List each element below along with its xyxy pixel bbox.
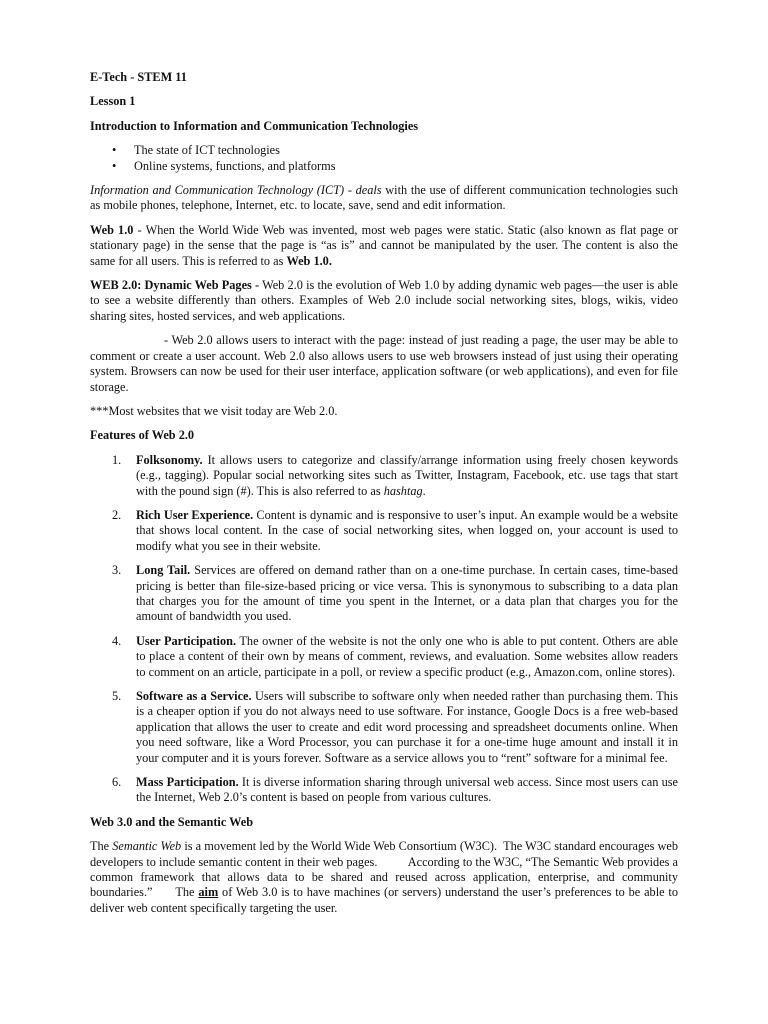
ict-definition: Information and Communication Technology (ICT) - deals with the use of different communication technologies such as mobile phones, telephone, Internet, etc. to locate, save, send and edit information.: [90, 183, 678, 213]
course-title: E-Tech - STEM 11: [90, 70, 187, 84]
list-item: 5. Software as a Service. Users will subscribe to software only when needed rather than purchasing them. This is a cheaper option if you do not always need to use software. For instance, Google Docs is a free web-based application that allows the user to create and edit word processing and spreadsheet documents online. When you need software, like a Word Processor, you can purchase it for a one-time huge amount and install it in your computer and it is yours forever. Software as a service allows you to “rent” software for a minimal fee.: [112, 689, 679, 765]
document-page: [90, 70, 682, 925]
web20-paragraph: WEB 2.0: Dynamic Web Pages - Web 2.0 is the evolution of Web 1.0 by adding dynamic web pages—the user is able to see a website differently than others. Examples of Web 2.0 include social networking sites, blogs, wikis, video sharing sites, hosted services, and web applications.: [90, 278, 678, 323]
lesson-title: Introduction to Information and Communication Technologies: [90, 118, 419, 133]
features-list: [90, 453, 678, 806]
list-item: • The state of ICT technologies: [112, 143, 280, 158]
list-item: • Online systems, functions, and platforms: [112, 158, 336, 173]
web20-note: ***Most websites that we visit today are Web 2.0.: [90, 403, 338, 418]
web10-paragraph: Web 1.0 - When the World Wide Web was invented, most web pages were static. Static (also known as flat page or stationary page) in the sense that the page is “as is” and cannot be manipulated by the user. The content is also the same for all users. This is referred to as Web 1.0.: [90, 222, 678, 268]
list-item: 3. Long Tail. Services are offered on demand rather than on a one-time purchase. In certain cases, time-based pricing is better than file-size-based pricing or vice versa. This is synonymous to subscribing to a data plan that charges you for the amount of time you spent in the Internet, or a data plan that charges you for the amount of bandwidth you used.: [112, 563, 678, 624]
list-item: 2. Rich User Experience. Content is dynamic and is responsive to user’s input. An example would be a website that shows local content. In the case of social networking sites, when logged on, your account is used to modify what you see in their website.: [112, 507, 678, 553]
features-heading: Features of Web 2.0: [90, 428, 195, 443]
bullet-icon: •: [112, 143, 117, 158]
list-item: 6. Mass Participation. It is diverse information sharing through universal web access. Since most users can use the Internet, Web 2.0’s content is based on people from various cultures.: [112, 775, 678, 805]
list-item: 4. User Participation. The owner of the website is not the only one who is able to put content. Others are able to place a content of their own by means of comment, reviews, and evaluation. Some websites allow readers to comment on an article, participate in a poll, or review a specific product (e.g., Amazon.com, online stores).: [112, 633, 679, 679]
list-item: 1. Folksonomy. It allows users to categorize and classify/arrange information using freely chosen keywords (e.g., tagging). Popular social networking sites such as Twitter, Instagram, Facebook, etc. use tags that start with the pound sign (#). This is also referred to as hashtag.: [112, 452, 678, 498]
web30-paragraph: The Semantic Web is a movement led by the World Wide Web Consortium (W3C). The W3C standard encourages web developers to include semantic content in their web pages. According to the W3C, “The Semantic Web provides a common framework that allows data to be shared and reused across application, enterprise, and community boundaries.” The aim of Web 3.0 is to have machines (or servers) understand the user’s preferences to be able to deliver web content specifically targeting the user.: [90, 839, 682, 915]
web30-heading: Web 3.0 and the Semantic Web: [90, 814, 254, 829]
lesson-number: Lesson 1: [90, 94, 136, 109]
web20-interaction-paragraph: - Web 2.0 allows users to interact with the page: instead of just reading a page, the user may be able to comment or create a user account. Web 2.0 also allows users to use web browsers instead of just using their operating system. Browsers can now be used for their user interface, application software (or web applications), and even for file storage.: [90, 333, 678, 394]
bullet-icon: •: [112, 158, 117, 173]
topic-list: [90, 143, 678, 174]
